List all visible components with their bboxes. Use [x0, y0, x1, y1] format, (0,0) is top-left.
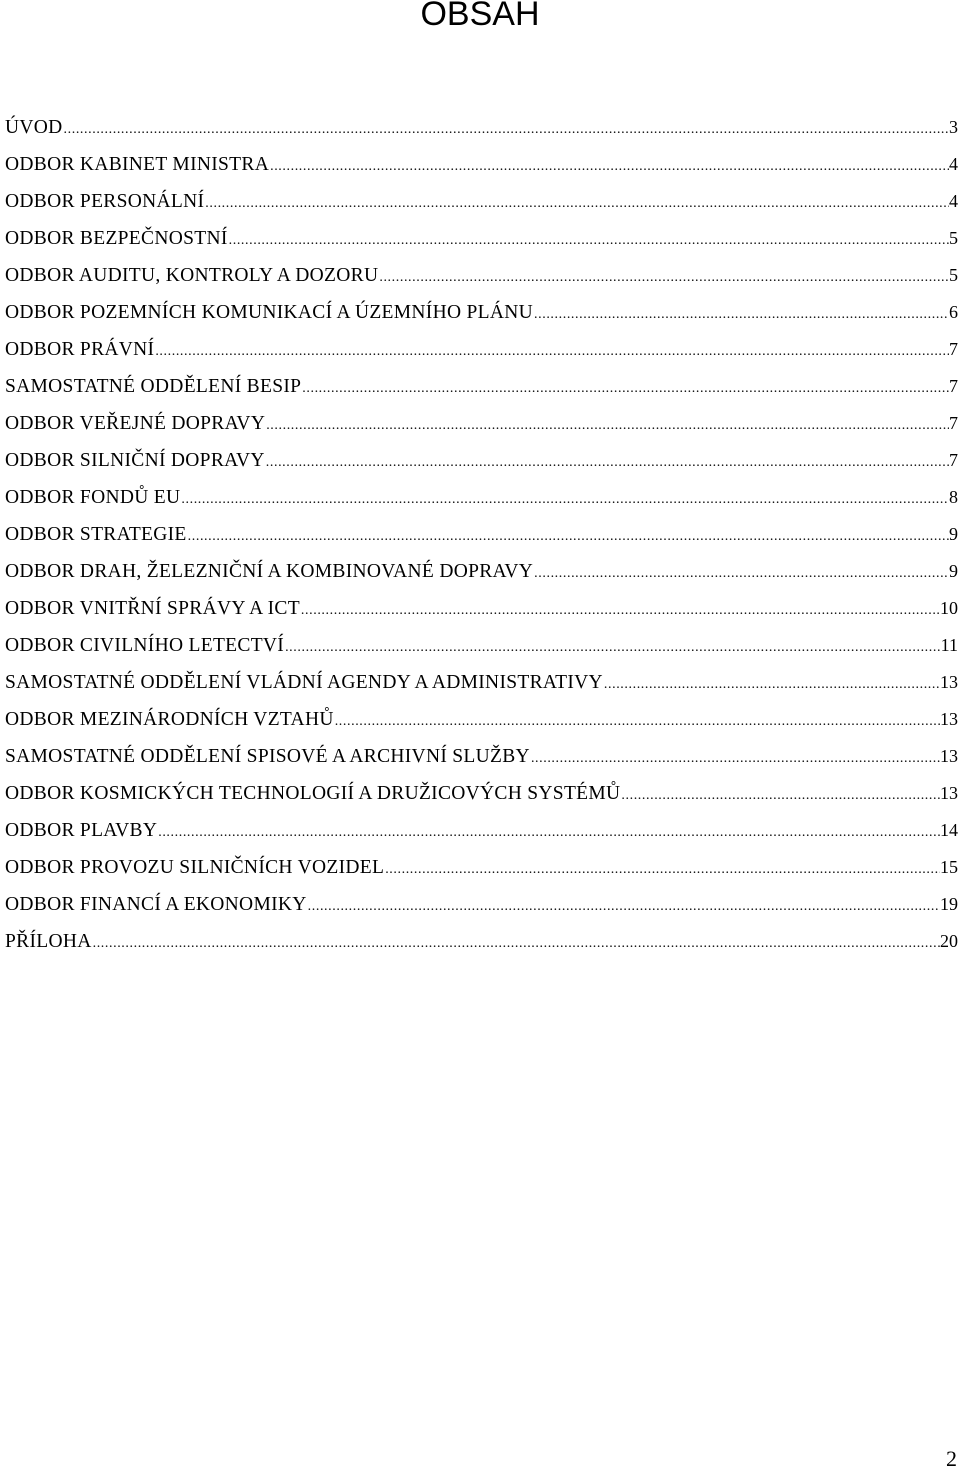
- toc-entry[interactable]: [5, 849, 960, 886]
- toc-entry[interactable]: [5, 183, 960, 220]
- dot-leader: [180, 481, 949, 518]
- dot-leader: [301, 370, 949, 407]
- page-number: 2: [946, 1446, 957, 1471]
- toc-entry-label: ODBOR KOSMICKÝCH TECHNOLOGIÍ A DRUŽICOVÝCH SYSTÉMŮ: [5, 783, 621, 804]
- toc-entry-label: ODBOR VEŘEJNÉ DOPRAVY: [5, 413, 266, 434]
- toc-entry-page: 9: [949, 524, 958, 544]
- toc-entry-label: SAMOSTATNÉ ODDĚLENÍ BESIP: [5, 376, 302, 397]
- dot-leader: [300, 592, 940, 629]
- toc-entry-label: ÚVOD: [5, 117, 63, 138]
- toc-entry-page: 13: [940, 783, 958, 803]
- dot-leader: [265, 444, 949, 481]
- toc-entry-page: 13: [940, 709, 958, 729]
- toc-entry-page: 5: [949, 228, 958, 248]
- toc-entry-label: ODBOR POZEMNÍCH KOMUNIKACÍ A ÚZEMNÍHO PLÁNU: [5, 302, 534, 323]
- toc-entry-page: 4: [949, 154, 958, 174]
- toc-entry[interactable]: [5, 257, 960, 294]
- toc-entry-page: 7: [949, 413, 958, 433]
- toc-entry-page: 10: [940, 598, 958, 618]
- toc-entry-page: 4: [949, 191, 958, 211]
- toc-entry-label: ODBOR FONDŮ EU: [5, 487, 181, 508]
- toc-entry-page: 7: [949, 339, 958, 359]
- dot-leader: [265, 407, 949, 444]
- toc-entry[interactable]: [5, 627, 960, 664]
- dot-leader: [533, 296, 949, 333]
- toc-entry-page: 7: [949, 376, 958, 396]
- toc-entry-page: 20: [940, 931, 958, 951]
- toc-entry-label: ODBOR KABINET MINISTRA: [5, 154, 270, 175]
- page-title: OBSAH: [420, 0, 540, 33]
- dot-leader: [157, 814, 940, 851]
- table-of-contents: [5, 109, 960, 960]
- toc-entry-label: ODBOR VNITŘNÍ SPRÁVY A ICT: [5, 598, 300, 619]
- dot-leader: [334, 703, 940, 740]
- dot-leader: [378, 259, 949, 296]
- toc-entry-label: ODBOR MEZINÁRODNÍCH VZTAHŮ: [5, 709, 334, 730]
- toc-entry-label: ODBOR STRATEGIE: [5, 524, 187, 545]
- toc-entry[interactable]: [5, 553, 960, 590]
- toc-entry-page: 11: [940, 635, 958, 655]
- toc-entry-label: ODBOR DRAH, ŽELEZNIČNÍ A KOMBINOVANÉ DOPRAVY: [5, 561, 534, 582]
- dot-leader: [620, 777, 940, 814]
- toc-entry[interactable]: [5, 331, 960, 368]
- toc-entry-label: PŘÍLOHA: [5, 931, 92, 952]
- toc-entry[interactable]: [5, 146, 960, 183]
- toc-entry-page: 19: [940, 894, 958, 914]
- toc-entry-label: ODBOR CIVILNÍHO LETECTVÍ: [5, 635, 285, 656]
- dot-leader: [154, 333, 949, 370]
- dot-leader: [530, 740, 940, 777]
- dot-leader: [269, 148, 949, 185]
- toc-entry[interactable]: [5, 294, 960, 331]
- toc-entry-page: 5: [949, 265, 958, 285]
- toc-entry-page: 3: [949, 117, 958, 137]
- dot-leader: [187, 518, 949, 555]
- toc-entry-page: 9: [949, 561, 958, 581]
- toc-entry-label: ODBOR SILNIČNÍ DOPRAVY: [5, 450, 265, 471]
- toc-entry-label: ODBOR FINANCÍ A EKONOMIKY: [5, 894, 307, 915]
- toc-entry[interactable]: [5, 368, 960, 405]
- toc-entry-label: ODBOR PLAVBY: [5, 820, 158, 841]
- toc-entry[interactable]: [5, 923, 960, 960]
- toc-entry-label: ODBOR PROVOZU SILNIČNÍCH VOZIDEL: [5, 857, 385, 878]
- toc-entry[interactable]: [5, 405, 960, 442]
- dot-leader: [533, 555, 949, 592]
- toc-entry-label: ODBOR PRÁVNÍ: [5, 339, 155, 360]
- dot-leader: [63, 111, 949, 148]
- dot-leader: [384, 851, 940, 888]
- toc-entry-label: SAMOSTATNÉ ODDĚLENÍ VLÁDNÍ AGENDY A ADMINISTRATIVY: [5, 672, 603, 693]
- toc-entry[interactable]: [5, 479, 960, 516]
- toc-entry-page: 13: [940, 672, 958, 692]
- toc-entry-page: 7: [949, 450, 958, 470]
- toc-entry[interactable]: [5, 886, 960, 923]
- toc-entry[interactable]: [5, 220, 960, 257]
- toc-entry-page: 15: [940, 857, 958, 877]
- toc-entry[interactable]: [5, 442, 960, 479]
- toc-entry-label: ODBOR PERSONÁLNÍ: [5, 191, 205, 212]
- toc-entry[interactable]: [5, 812, 960, 849]
- toc-entry[interactable]: [5, 590, 960, 627]
- dot-leader: [228, 222, 949, 259]
- toc-entry[interactable]: [5, 738, 960, 775]
- toc-entry[interactable]: [5, 109, 960, 146]
- toc-entry-label: ODBOR BEZPEČNOSTNÍ: [5, 228, 228, 249]
- toc-entry-page: 6: [949, 302, 958, 322]
- toc-entry-label: SAMOSTATNÉ ODDĚLENÍ SPISOVÉ A ARCHIVNÍ SLUŽBY: [5, 746, 530, 767]
- toc-entry-page: 8: [949, 487, 958, 507]
- dot-leader: [603, 666, 940, 703]
- toc-entry-label: ODBOR AUDITU, KONTROLY A DOZORU: [5, 265, 379, 286]
- toc-entry[interactable]: [5, 516, 960, 553]
- dot-leader: [307, 888, 940, 925]
- dot-leader: [284, 629, 941, 666]
- toc-entry[interactable]: [5, 775, 960, 812]
- toc-entry-page: 13: [940, 746, 958, 766]
- toc-entry[interactable]: [5, 701, 960, 738]
- dot-leader: [92, 925, 940, 962]
- dot-leader: [204, 185, 949, 222]
- toc-entry[interactable]: [5, 664, 960, 701]
- toc-entry-page: 14: [940, 820, 958, 840]
